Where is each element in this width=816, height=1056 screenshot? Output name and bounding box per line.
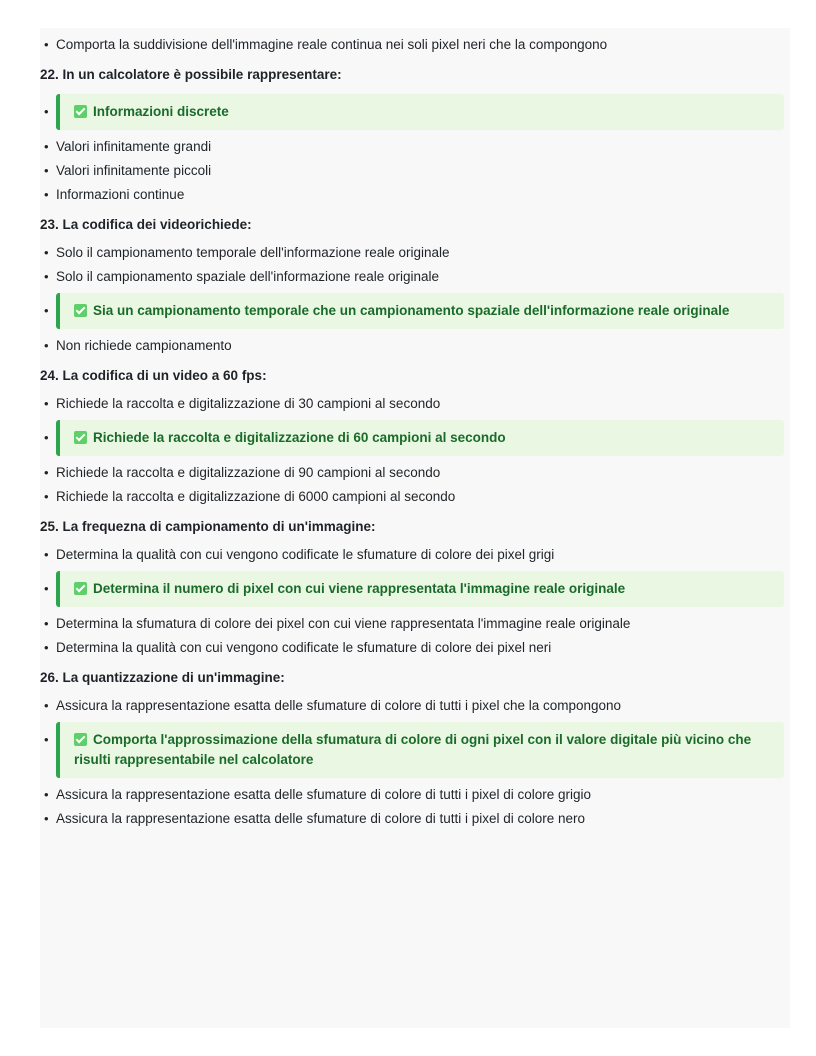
correct-answer-text: Informazioni discrete	[93, 104, 229, 119]
question-block	[40, 518, 784, 657]
option-item: • Assicura la rappresentazione esatta delle sfumature di colore di tutti i pixel che la compongono	[40, 697, 784, 715]
questions-container	[40, 66, 784, 828]
options-list	[40, 94, 784, 204]
question-title: 25. La frequezna di campionamento di un'immagine:	[40, 519, 376, 534]
options-list	[40, 244, 784, 355]
check-box-icon	[74, 733, 87, 746]
correct-answer-item	[40, 293, 784, 329]
option-item: • Valori infinitamente piccoli	[40, 162, 784, 180]
correct-answer-text: Determina il numero di pixel con cui viene rappresentata l'immagine reale originale	[93, 581, 626, 596]
option-item: • Non richiede campionamento	[40, 337, 784, 355]
correct-answer-text: Comporta l'approssimazione della sfumatura di colore di ogni pixel con il valore digitale più vicino che risulti rappresentabile nel calcolatore	[74, 732, 752, 767]
correct-answer-item	[40, 94, 784, 130]
check-box-icon	[74, 431, 87, 444]
question-title: 23. La codifica dei videorichiede:	[40, 217, 252, 232]
quiz-content	[40, 36, 784, 834]
check-box-icon	[74, 105, 87, 118]
correct-answer-text: Sia un campionamento temporale che un campionamento spaziale dell'informazione reale originale	[93, 303, 730, 318]
correct-answer-box	[56, 571, 784, 607]
correct-answer-item	[40, 571, 784, 607]
correct-answer-box	[56, 420, 784, 456]
option-item: • Valori infinitamente grandi	[40, 138, 784, 156]
options-list	[40, 546, 784, 657]
correct-answer-box	[56, 94, 784, 130]
option-item: • Richiede la raccolta e digitalizzazione di 90 campioni al secondo	[40, 464, 784, 482]
option-item: • Assicura la rappresentazione esatta delle sfumature di colore di tutti i pixel di colore grigio	[40, 786, 784, 804]
option-item: • Solo il campionamento spaziale dell'informazione reale originale	[40, 268, 784, 286]
options-list	[40, 697, 784, 828]
option-item: • Informazioni continue	[40, 186, 784, 204]
question-title: 24. La codifica di un video a 60 fps:	[40, 368, 267, 383]
options-list	[40, 395, 784, 506]
list-item: • Comporta la suddivisione dell'immagine reale continua nei soli pixel neri che la compongono	[40, 36, 784, 54]
question-block	[40, 367, 784, 506]
option-item: • Determina la qualità con cui vengono codificate le sfumature di colore dei pixel neri	[40, 639, 784, 657]
check-box-icon	[74, 304, 87, 317]
option-item: • Determina la qualità con cui vengono codificate le sfumature di colore dei pixel grigi	[40, 546, 784, 564]
question-title: 26. La quantizzazione di un'immagine:	[40, 670, 285, 685]
option-item: • Assicura la rappresentazione esatta delle sfumature di colore di tutti i pixel di colore nero	[40, 810, 784, 828]
option-item: • Solo il campionamento temporale dell'informazione reale originale	[40, 244, 784, 262]
correct-answer-item	[40, 420, 784, 456]
question-block	[40, 669, 784, 828]
question-block	[40, 66, 784, 204]
check-box-icon	[74, 582, 87, 595]
correct-answer-item	[40, 722, 784, 778]
option-item: • Determina la sfumatura di colore dei pixel con cui viene rappresentata l'immagine reale originale	[40, 615, 784, 633]
option-item: • Richiede la raccolta e digitalizzazione di 6000 campioni al secondo	[40, 488, 784, 506]
correct-answer-box	[56, 722, 784, 778]
correct-answer-text: Richiede la raccolta e digitalizzazione di 60 campioni al secondo	[93, 430, 506, 445]
question-title: 22. In un calcolatore è possibile rappresentare:	[40, 67, 342, 82]
correct-answer-box	[56, 293, 784, 329]
intro-list	[40, 36, 784, 54]
question-block	[40, 216, 784, 355]
option-item: • Richiede la raccolta e digitalizzazione di 30 campioni al secondo	[40, 395, 784, 413]
